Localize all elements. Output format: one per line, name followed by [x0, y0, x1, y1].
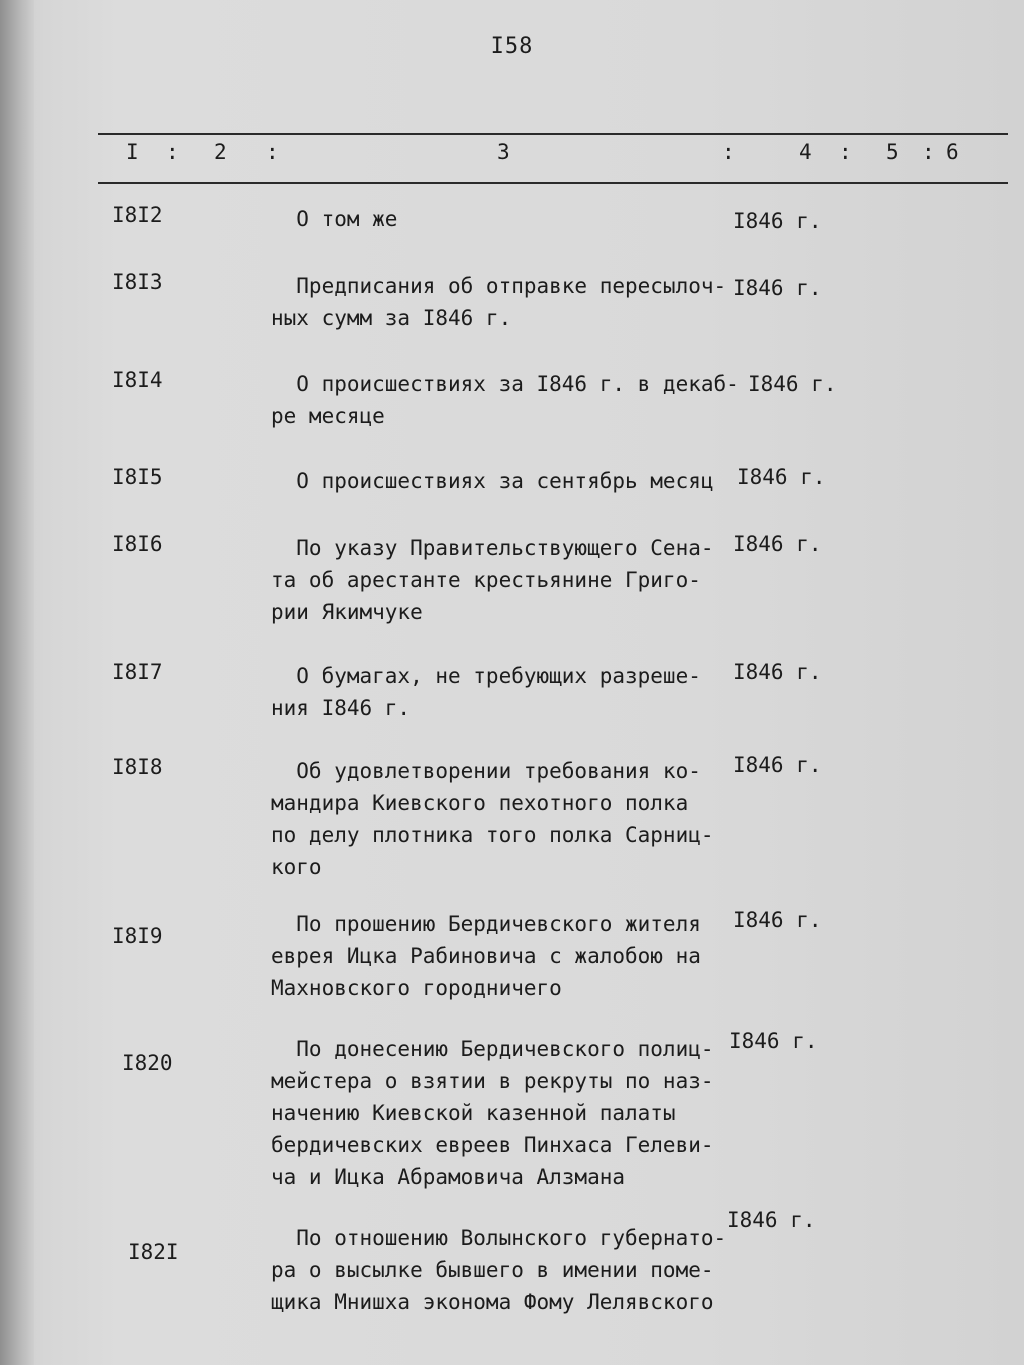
header-col-3: 3 — [497, 140, 510, 164]
entry-year: I846 г. — [733, 908, 822, 932]
header-col-2: 2 — [214, 140, 227, 164]
entry-number: I8I3 — [112, 270, 163, 294]
entry-number: I8I8 — [112, 755, 163, 779]
entry-description: О происшествиях за сентябрь месяц — [271, 469, 714, 493]
entry-year: I846 г. — [737, 465, 826, 489]
entry-description: Об удовлетворении требования ко- мандира Киевского пехотного полка по делу плотника того полка Сарниц- кого — [271, 759, 714, 879]
header-sep-1: : — [166, 140, 179, 164]
header-sep-2: : — [266, 140, 279, 164]
entry-year: I846 г. — [729, 1029, 818, 1053]
entry-number: I8I7 — [112, 660, 163, 684]
header-col-1: I — [126, 140, 139, 164]
entry-year: I846 г. — [733, 276, 822, 300]
header-col-6: 6 — [946, 140, 959, 164]
entry-description: По отношению Волынского губернато- ра о высылке бывшего в имении поме- щика Мнишха эконома Фому Лелявского — [271, 1226, 727, 1314]
entry-number: I82I — [128, 1240, 179, 1264]
table-header-bottom-rule — [98, 182, 1008, 184]
entry-number: I8I9 — [112, 924, 163, 948]
header-col-4: 4 — [799, 140, 812, 164]
entry-year: I846 г. — [748, 372, 837, 396]
entry-description: Предписания об отправке пересылоч- ных сумм за I846 г. — [271, 274, 727, 330]
entry-year: I846 г. — [733, 209, 822, 233]
entry-number: I8I6 — [112, 532, 163, 556]
entry-number: I8I4 — [112, 368, 163, 392]
header-sep-4: : — [839, 140, 852, 164]
table-header — [0, 138, 1024, 178]
entry-year: I846 г. — [733, 660, 822, 684]
header-sep-3: : — [722, 140, 735, 164]
entry-description: О том же — [271, 207, 398, 231]
page-number: I58 — [490, 34, 534, 59]
entry-year: I846 г. — [733, 753, 822, 777]
entry-year: I846 г. — [733, 532, 822, 556]
entry-description: По донесению Бердичевского полиц- мейстера о взятии в рекруты по наз- начению Киевской казенной палаты бердичевских евреев Пинхаса Гелеви- ча и Ицка Абрамовича Алзмана — [271, 1037, 714, 1189]
entry-number: I820 — [122, 1051, 173, 1075]
entry-description: О происшествиях за I846 г. в декаб- ре месяце — [271, 372, 739, 428]
entry-number: I8I2 — [112, 203, 163, 227]
entry-description: По указу Правительствующего Сена- та об арестанте крестьянине Григо- рии Якимчуке — [271, 536, 714, 624]
entry-number: I8I5 — [112, 465, 163, 489]
entry-description: О бумагах, не требующих разреше- ния I846 г. — [271, 664, 701, 720]
binding-shadow — [0, 0, 34, 1365]
table-header-top-rule — [98, 133, 1008, 135]
entry-year: I846 г. — [727, 1208, 816, 1232]
header-col-5: 5 — [886, 140, 899, 164]
header-sep-5: : — [922, 140, 935, 164]
entry-description: По прошению Бердичевского жителя еврея Ицка Рабиновича с жалобою на Махновского городничего — [271, 912, 701, 1000]
